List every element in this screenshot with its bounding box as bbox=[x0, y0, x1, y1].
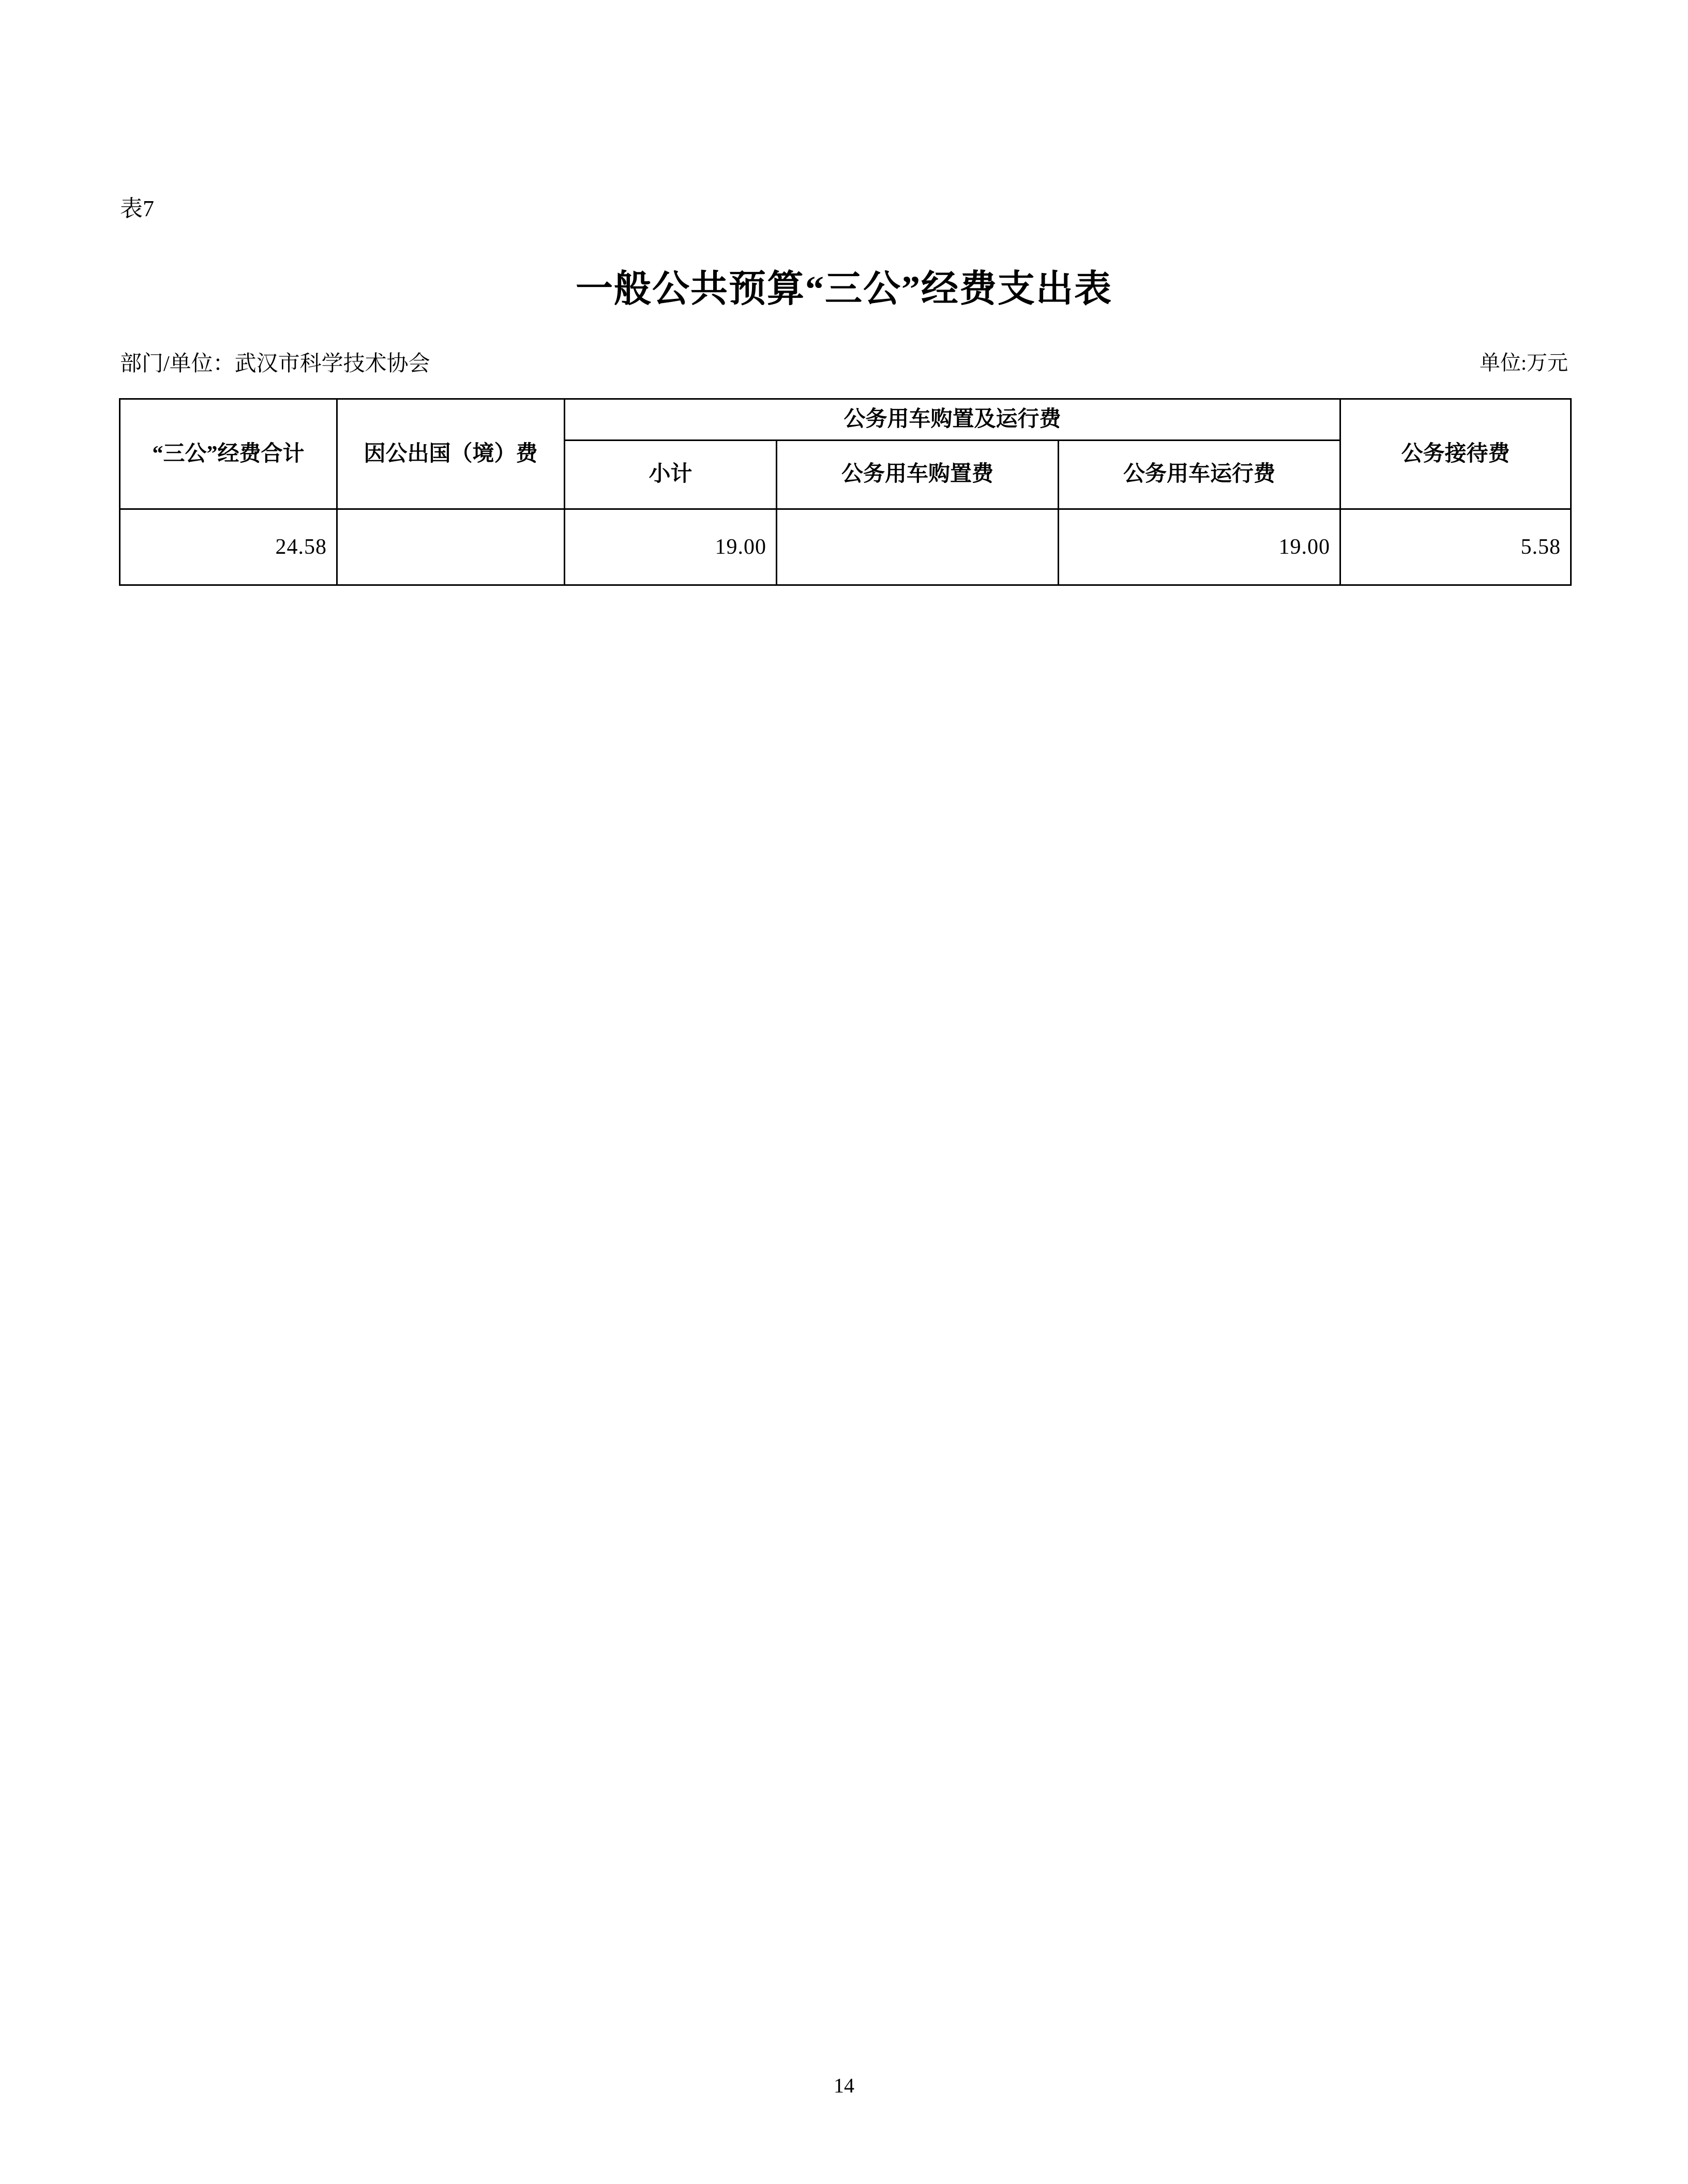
header-abroad: 因公出国（境）费 bbox=[337, 399, 565, 509]
cell-abroad bbox=[337, 509, 565, 585]
budget-table bbox=[119, 398, 1572, 586]
table-label: 表7 bbox=[120, 196, 154, 221]
header-vehicle-subtotal: 小计 bbox=[565, 440, 777, 509]
header-vehicle-operation: 公务用车运行费 bbox=[1059, 440, 1340, 509]
budget-table-wrapper bbox=[119, 398, 1570, 586]
meta-row bbox=[120, 346, 1568, 376]
cell-vehicle-purchase bbox=[777, 509, 1059, 585]
header-vehicle-purchase: 公务用车购置费 bbox=[777, 440, 1059, 509]
header-reception: 公务接待费 bbox=[1340, 399, 1571, 509]
cell-reception: 5.58 bbox=[1340, 509, 1571, 585]
page-title: 一般公共预算“三公”经费支出表 bbox=[575, 268, 1112, 310]
header-vehicle-group: 公务用车购置及运行费 bbox=[565, 399, 1340, 441]
unit-label: 单位:万元 bbox=[1479, 351, 1568, 374]
table-header-row-1 bbox=[120, 399, 1571, 441]
cell-vehicle-subtotal: 19.00 bbox=[565, 509, 777, 585]
table-row bbox=[120, 509, 1571, 585]
department-label: 部门/单位：武汉市科学技术协会 bbox=[120, 352, 430, 376]
cell-total: 24.58 bbox=[120, 509, 337, 585]
page-number: 14 bbox=[834, 2074, 854, 2097]
cell-vehicle-operation: 19.00 bbox=[1059, 509, 1340, 585]
header-total: “三公”经费合计 bbox=[120, 399, 337, 509]
